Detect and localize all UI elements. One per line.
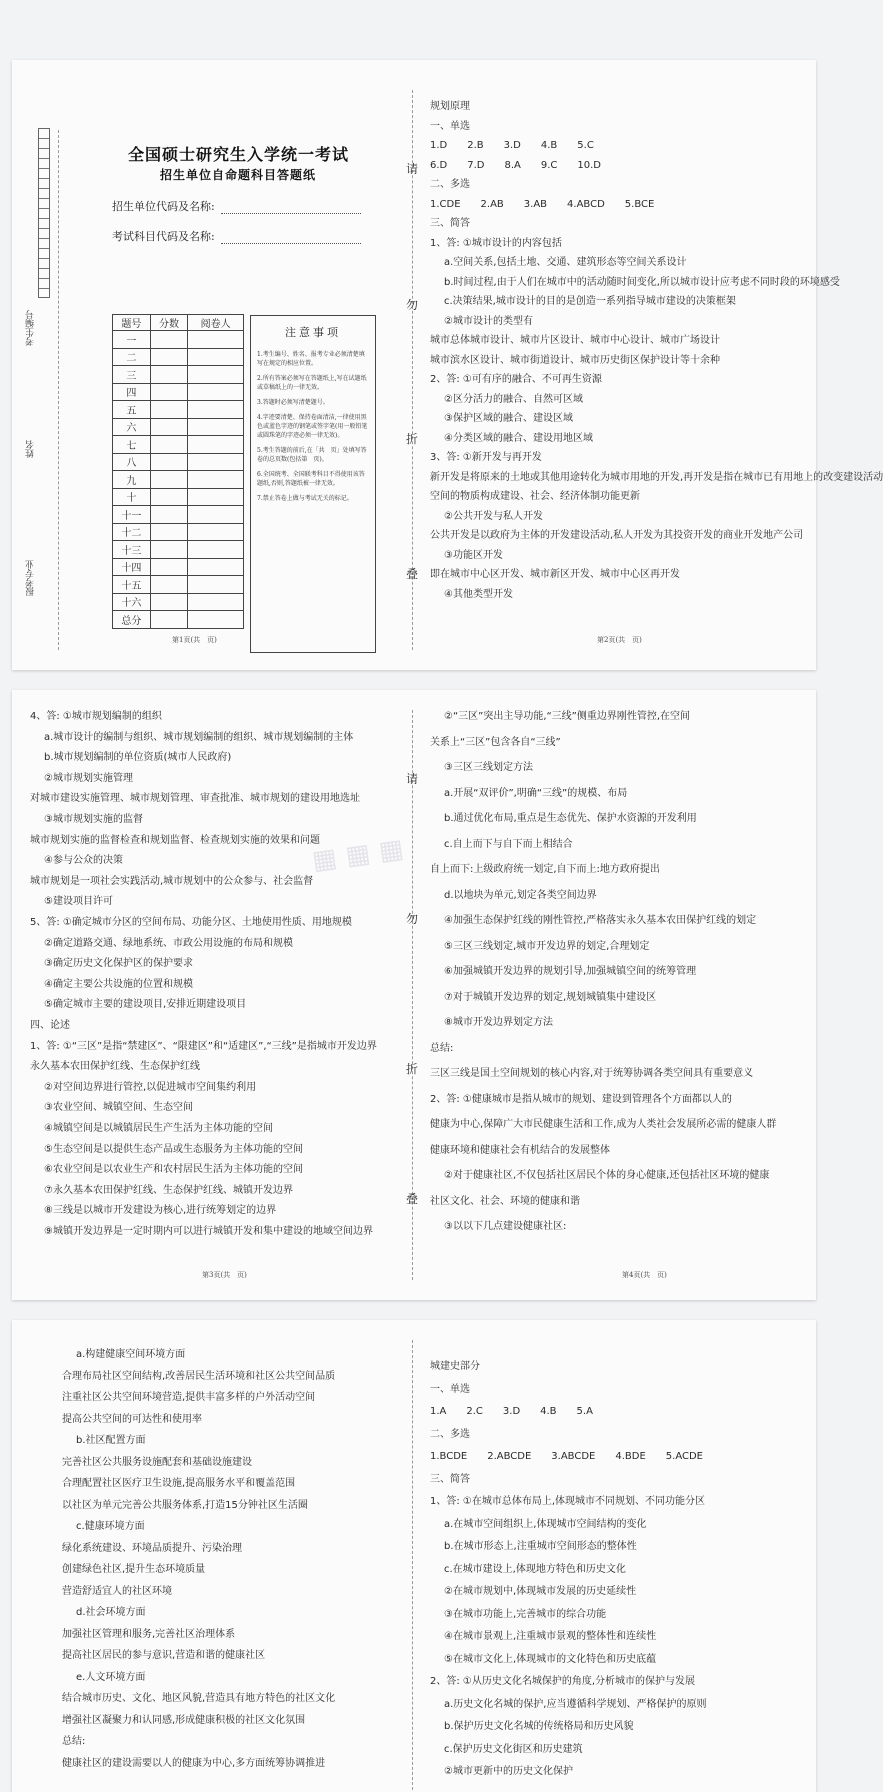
header-score: 分数 [150,315,188,331]
handwritten-line: ③确定历史文化保护区的保护要求 [44,958,193,970]
score-cell[interactable] [150,348,188,366]
handwritten-line: c.在城市建设上,体现地方特色和历史文化 [444,1563,626,1575]
handwritten-line: ⑤生态空间是以提供生态产品或生态服务为主体功能的空间 [44,1143,303,1155]
score-row [113,331,244,349]
handwritten-line: c.决策结果,城市设计的目的是创造一系列指导城市建设的决策框架 [444,296,736,307]
margin-char: 折 [406,1062,419,1076]
page-number: 第3页(共 页) [202,1271,247,1279]
sheet1-right-page [406,60,883,670]
header-grader: 阅卷人 [188,315,244,331]
handwritten-line: 四、论述 [30,1020,70,1031]
grader-cell[interactable] [188,506,244,524]
handwritten-line: 1、答: ①在城市总体布局上,体现城市不同规划、不同功能分区 [430,1496,706,1507]
handwritten-line: 5、答: ①确定城市分区的空间布局、功能分区、土地使用性质、用地规模 [30,917,352,928]
margin-char: 请 [406,772,419,786]
binding-strip [38,128,50,628]
question-number: 十六 [113,593,151,611]
score-cell[interactable] [150,593,188,611]
score-cell[interactable] [150,611,188,629]
field-subject-label: 考试科目代码及名称: [112,230,215,243]
handwritten-line: 绿化系统建设、环境品质提升、污染治理 [62,1542,242,1554]
handwritten-line: 空间的物质构成建设、社会、经济体制功能更新 [430,491,640,502]
question-number: 十二 [113,523,151,541]
handwritten-line: 规划原理 [430,101,470,112]
grader-cell[interactable] [188,593,244,611]
score-row [113,593,244,611]
grader-cell[interactable] [188,436,244,454]
handwritten-line: ②在城市规划中,体现城市发展的历史延续性 [444,1586,637,1597]
handwritten-line: 1、答: ①城市设计的内容包括 [430,237,562,249]
handwritten-line: ⑥农业空间是以农业生产和农村居民生活为主体功能的空间 [44,1164,303,1176]
grader-cell[interactable] [188,611,244,629]
handwritten-line: a.开展“双评价”,明确“三线”的规模、布局 [444,787,628,799]
question-number: 十四 [113,558,151,576]
handwritten-line: ②对于健康社区,不仅包括社区居民个体的身心健康,还包括社区环境的健康 [444,1170,770,1181]
handwritten-line: ④在城市景观上,注重城市景观的整体性和连续性 [444,1631,657,1642]
grader-cell[interactable] [188,576,244,594]
handwritten-line: 对城市建设实施管理、城市规划管理、审查批准、城市规划的建设用地选址 [30,793,360,805]
handwritten-line: 结合城市历史、文化、地区风貌,营造具有地方特色的社区文化 [62,1693,336,1704]
score-row [113,453,244,471]
handwritten-line: 3、答: ①新开发与再开发 [430,452,542,463]
handwritten-line: b.时间过程,由于人们在城市中的活动随时间变化,所以城市设计应考虑不同时段的环境感受 [444,276,840,288]
margin-char: 折 [406,432,419,446]
notice-item: 4.字迹要清楚、保持卷面清洁,一律使用黑色或蓝色字迹的钢笔或签字笔(用一般铅笔或圆珠笔的字迹必须一律无效)。 [257,414,368,439]
handwritten-line: c.自上而下与自下而上相结合 [444,838,573,850]
handwritten-line: ②“三区”突出主导功能,“三线”侧重边界刚性管控,在空间 [444,711,691,722]
handwritten-line: 公共开发是以政府为主体的开发建设活动,私人开发为其投资开发的商业开发地产公司 [430,530,804,541]
sheet3-right-page [412,1320,816,1792]
handwritten-line: 1.A 2.C 3.D 4.B 5.A [430,1406,593,1417]
score-row [113,558,244,576]
handwritten-line: 健康环境和健康社会有机结合的发展整体 [430,1144,610,1156]
handwritten-line: d.社会环境方面 [76,1607,146,1618]
question-number: 八 [113,453,151,471]
field-unit [112,198,361,214]
handwritten-line: ⑨城镇开发边界是一定时期内可以进行城镇开发和集中建设的地域空间边界 [44,1226,373,1237]
question-number: 十 [113,488,151,506]
question-number: 一 [113,331,151,349]
score-row [113,541,244,559]
handwritten-line: ④城镇空间是以城镇居民生产生活为主体功能的空间 [44,1123,273,1134]
handwritten-line: 社区文化、社会、环境的健康和谐 [430,1195,580,1207]
handwritten-line: 城市规划是一项社会实践活动,城市规划中的公众参与、社会监督 [30,875,314,887]
score-row [113,576,244,594]
handwritten-line: 合理布局社区空间结构,改善居民生活环境和社区公共空间品质 [62,1370,336,1382]
grader-cell[interactable] [188,523,244,541]
score-cell[interactable] [150,383,188,401]
handwritten-line: 完善社区公共服务设施配套和基础设施建设 [62,1456,252,1468]
answer-sheet-1 [12,60,883,670]
handwritten-line: 注重社区公共空间环境营造,提供丰富多样的户外活动空间 [62,1392,316,1403]
handwritten-line: ③在城市功能上,完善城市的综合功能 [444,1608,607,1620]
handwritten-line: ③功能区开发 [444,549,503,561]
handwritten-line: ③农业空间、城镇空间、生态空间 [44,1102,193,1114]
margin-char: 叠 [406,1192,419,1206]
grader-cell[interactable] [188,453,244,471]
question-number: 三 [113,366,151,384]
score-cell[interactable] [150,541,188,559]
handwritten-line: b.通过优化布局,重点是生态优先、保护水资源的开发利用 [444,813,697,824]
handwritten-line: 城建史部分 [430,1361,480,1372]
notice-item: 3.答题时必须写清楚题号。 [257,399,329,406]
score-row [113,611,244,629]
handwritten-line: a.城市设计的编制与组织、城市规划编制的组织、城市规划编制的主体 [44,731,354,743]
score-cell[interactable] [150,453,188,471]
grader-cell[interactable] [188,348,244,366]
question-number: 十一 [113,506,151,524]
handwritten-line: 二、多选 [430,179,470,190]
handwritten-line: ⑧三线是以城市开发建设为核心,进行统筹划定的边界 [44,1205,277,1217]
notice-title: 注意事项 [285,326,341,339]
notice-item: 2.所有答案必须写在答题纸上,写在试题纸或草稿纸上的一律无效。 [257,375,367,391]
question-number: 九 [113,471,151,489]
score-row [113,383,244,401]
handwritten-line: 新开发是将原来的土地或其他用途转化为城市用地的开发,再开发是指在城市已有用地上的改变建设活动 [430,471,883,483]
score-row [113,471,244,489]
handwritten-line: ②公共开发与私人开发 [444,510,543,522]
exam-number-boxes [38,128,50,298]
handwritten-line: 三区三线是国土空间规划的核心内容,对于统筹协调各类空间具有重要意义 [430,1068,754,1079]
handwritten-line: ④加强生态保护红线的刚性管控,严格落实永久基本农田保护红线的划定 [444,915,757,926]
grader-cell[interactable] [188,558,244,576]
page-number: 第4页(共 页) [622,1271,667,1279]
question-number: 七 [113,436,151,454]
score-row [113,436,244,454]
handwritten-line: ②确定道路交通、绿地系统、市政公用设施的布局和规模 [44,937,293,949]
handwritten-line: ②城市更新中的历史文化保护 [444,1766,573,1777]
question-number: 十五 [113,576,151,594]
field-subject [112,228,361,244]
handwritten-line: 加强社区管理和服务,完善社区治理体系 [62,1628,236,1640]
handwritten-line: a.历史文化名城的保护,应当遵循科学规划、严格保护的原则 [444,1698,707,1710]
question-number: 六 [113,418,151,436]
watermark: ▦ ▦ ▦ [310,833,406,877]
handwritten-line: ②区分活力的融合、自然可区域 [444,393,583,405]
margin-char: 勿 [406,298,419,312]
grader-cell[interactable] [188,488,244,506]
score-cell[interactable] [150,506,188,524]
handwritten-line: 三、简答 [430,1473,470,1485]
notice-item: 7.禁止答卷上做与考试无关的标记。 [257,495,353,502]
label-name: 姓名 [26,440,36,458]
notice-item: 6.全国统考、全国联考科目不得使用该答题纸,否则,答题纸被一律无效。 [257,471,365,487]
handwritten-line: ⑤建设项目许可 [44,896,113,908]
handwritten-line: 1、答: ①“三区”是指“禁建区”、“限建区”和“适建区”,“三线”是指城市开发边界 [30,1040,377,1052]
score-cell[interactable] [150,471,188,489]
fold-line [412,1340,413,1790]
handwritten-line: 4、答: ①城市规划编制的组织 [30,711,162,722]
handwritten-line: b.城市规划编制的单位资质(城市人民政府) [44,752,232,764]
handwritten-line: 即在城市中心区开发、城市新区开发、城市中心区再开发 [430,569,680,580]
answer-sheet-2 [12,690,816,1300]
score-cell[interactable] [150,418,188,436]
handwritten-line: 1.BCDE 2.ABCDE 3.ABCDE 4.BDE 5.ACDE [430,1451,703,1462]
handwritten-line: 合理配置社区医疗卫生设施,提高服务水平和覆盖范围 [62,1478,296,1489]
handwritten-line: ③三区三线划定方法 [444,762,533,773]
handwritten-line: 城市总体城市设计、城市片区设计、城市中心设计、城市广场设计 [430,335,720,346]
score-row [113,348,244,366]
handwritten-line: 2、答: ①从历史文化名城保护的角度,分析城市的保护与发展 [430,1676,696,1687]
handwritten-line: 2、答: ①可有序的融合、不可再生资源 [430,374,602,385]
sheet2-right-page [406,690,816,1300]
field-subject-line[interactable] [221,243,361,244]
handwritten-line: 健康社区的建设需要以人的健康为中心,多方面统筹协调推进 [62,1757,326,1769]
handwritten-line: 自上而下:上级政府统一划定,自下而上:地方政府提出 [430,864,660,875]
score-cell[interactable] [150,436,188,454]
grader-cell[interactable] [188,541,244,559]
handwritten-line: 三、简答 [430,218,470,229]
handwritten-line: 一、单选 [430,1383,470,1395]
page-title: 全国硕士研究生入学统一考试 [128,145,350,164]
handwritten-line: c.保护历史文化街区和历史建筑 [444,1743,583,1755]
handwritten-line: ②对空间边界进行管控,以促进城市空间集约利用 [44,1081,257,1093]
handwritten-line: 6.D 7.D 8.A 9.C 10.D [430,159,601,171]
score-row [113,506,244,524]
handwritten-line: ③城市规划实施的监督 [44,814,143,825]
grader-cell[interactable] [188,418,244,436]
handwritten-line: 1.CDE 2.AB 3.AB 4.ABCD 5.BCE [430,198,655,210]
handwritten-line: b.保护历史文化名城的传统格局和历史风貌 [444,1721,634,1732]
score-cell[interactable] [150,331,188,349]
handwritten-line: 营造舒适宜人的社区环境 [62,1585,172,1597]
handwritten-line: ④参与公众的决策 [44,855,123,867]
page-subtitle: 招生单位自命题科目答题纸 [160,168,317,182]
score-cell[interactable] [150,558,188,576]
handwritten-line: 2、答: ①健康城市是指从城市的规划、建设到管理各个方面都以人的 [430,1093,732,1105]
handwritten-line: 一、单选 [430,120,470,132]
field-unit-line[interactable] [221,213,361,214]
score-cell[interactable] [150,401,188,419]
handwritten-line: ③以以下几点建设健康社区: [444,1221,567,1232]
handwritten-line: ③保护区域的融合、建设区域 [444,413,573,424]
handwritten-line: ⑤三区三线划定,城市开发边界的划定,合理划定 [444,940,650,952]
handwritten-line: d.以地块为单元,划定各类空间边界 [444,889,597,901]
handwritten-line: 增强社区凝聚力和认同感,形成健康积极的社区文化氛围 [62,1714,306,1726]
handwritten-line: 城市规划实施的监督检查和规划监督、检查规划实施的效果和问题 [30,834,320,846]
sheet3-left-page [12,1320,412,1792]
handwritten-line: 健康为中心,保障广大市民健康生活和工作,成为人类社会发展所必需的健康人群 [430,1119,777,1130]
handwritten-line: ②城市设计的类型有 [444,315,533,327]
handwritten-line: b.在城市形态上,注重城市空间形态的整体性 [444,1541,637,1552]
score-row [113,401,244,419]
field-unit-label: 招生单位代码及名称: [112,200,215,213]
question-number: 五 [113,401,151,419]
page-number: 第1页(共 页) [172,636,217,644]
handwritten-line: 提高公共空间的可达性和使用率 [62,1413,202,1425]
handwritten-line: 创建绿色社区,提升生态环境质量 [62,1564,206,1575]
handwritten-line: ④确定主要公共设施的位置和规模 [44,978,193,990]
header-question-no: 题号 [113,315,151,331]
handwritten-line: a.构建健康空间环境方面 [76,1349,186,1360]
handwritten-line: 总结: [62,1736,86,1747]
handwritten-line: e.人文环境方面 [76,1671,146,1683]
handwritten-line: ④其他类型开发 [444,588,513,600]
score-row [113,366,244,384]
handwritten-line: b.社区配置方面 [76,1435,146,1446]
handwritten-line: 永久基本农田保护红线、生态保护红线 [30,1061,200,1073]
grader-cell[interactable] [188,331,244,349]
label-major: 报考专业 [26,560,36,596]
grader-cell[interactable] [188,366,244,384]
notice-box [250,315,376,653]
score-row [113,418,244,436]
binding-dashed-line [58,130,59,650]
score-cell[interactable] [150,488,188,506]
question-number: 总分 [113,611,151,629]
question-number: 二 [113,348,151,366]
notice-item: 1.考生编号、姓名、报考专业必须清楚填写在规定的相应位置。 [257,351,365,367]
grader-cell[interactable] [188,383,244,401]
handwritten-line: 提高社区居民的参与意识,营造和谐的健康社区 [62,1650,266,1661]
handwritten-line: ⑤在城市文化上,体现城市的文化特色和历史底蕴 [444,1653,657,1665]
question-number: 十三 [113,541,151,559]
grader-cell[interactable] [188,471,244,489]
handwritten-line: 关系上“三区”包含各自“三线” [430,736,561,748]
question-number: 四 [113,383,151,401]
margin-char: 请 [406,162,419,176]
handwritten-line: ②城市规划实施管理 [44,772,133,784]
answer-sheet-3 [12,1320,816,1792]
handwritten-line: c.健康环境方面 [76,1521,145,1532]
score-cell[interactable] [150,523,188,541]
notice-item: 5.考生答题的前后,在「共 页」处填写答卷的总页数(包括第 页)。 [257,447,367,463]
margin-char: 叠 [406,567,419,581]
handwritten-line: 城市滨水区设计、城市街道设计、城市历史街区保护设计等十余种 [430,354,720,366]
handwritten-line: ⑤确定城市主要的建设项目,安排近期建设项目 [44,999,247,1011]
handwritten-line: ④分类区域的融合、建设用地区域 [444,432,593,444]
handwritten-line: 以社区为单元完善公共服务体系,打造15分钟社区生活圈 [62,1499,308,1511]
margin-char: 勿 [406,912,419,926]
score-row [113,523,244,541]
handwritten-line: ⑦对于城镇开发边界的划定,规划城镇集中建设区 [444,991,657,1003]
page-number: 第2页(共 页) [597,636,642,644]
sheet1-left-page [12,60,412,670]
sheet2-left-page [12,690,412,1300]
label-exam-number: 考生编号 [26,310,36,346]
handwritten-line: 二、多选 [430,1428,470,1440]
handwritten-line: ⑦永久基本农田保护红线、生态保护红线、城镇开发边界 [44,1184,293,1196]
handwritten-line: a.空间关系,包括土地、交通、建筑形态等空间关系设计 [444,257,687,268]
handwritten-line: a.在城市空间组织上,体现城市空间结构的变化 [444,1518,647,1530]
handwritten-line: ⑧城市开发边界划定方法 [444,1017,553,1028]
score-row [113,488,244,506]
handwritten-line: ⑥加强城镇开发边界的规划引导,加强城镇空间的统筹管理 [444,966,697,977]
score-cell[interactable] [150,366,188,384]
handwritten-line: 总结: [430,1042,454,1054]
grader-cell[interactable] [188,401,244,419]
score-table [112,314,244,629]
score-cell[interactable] [150,576,188,594]
handwritten-line: 1.D 2.B 3.D 4.B 5.C [430,140,594,151]
